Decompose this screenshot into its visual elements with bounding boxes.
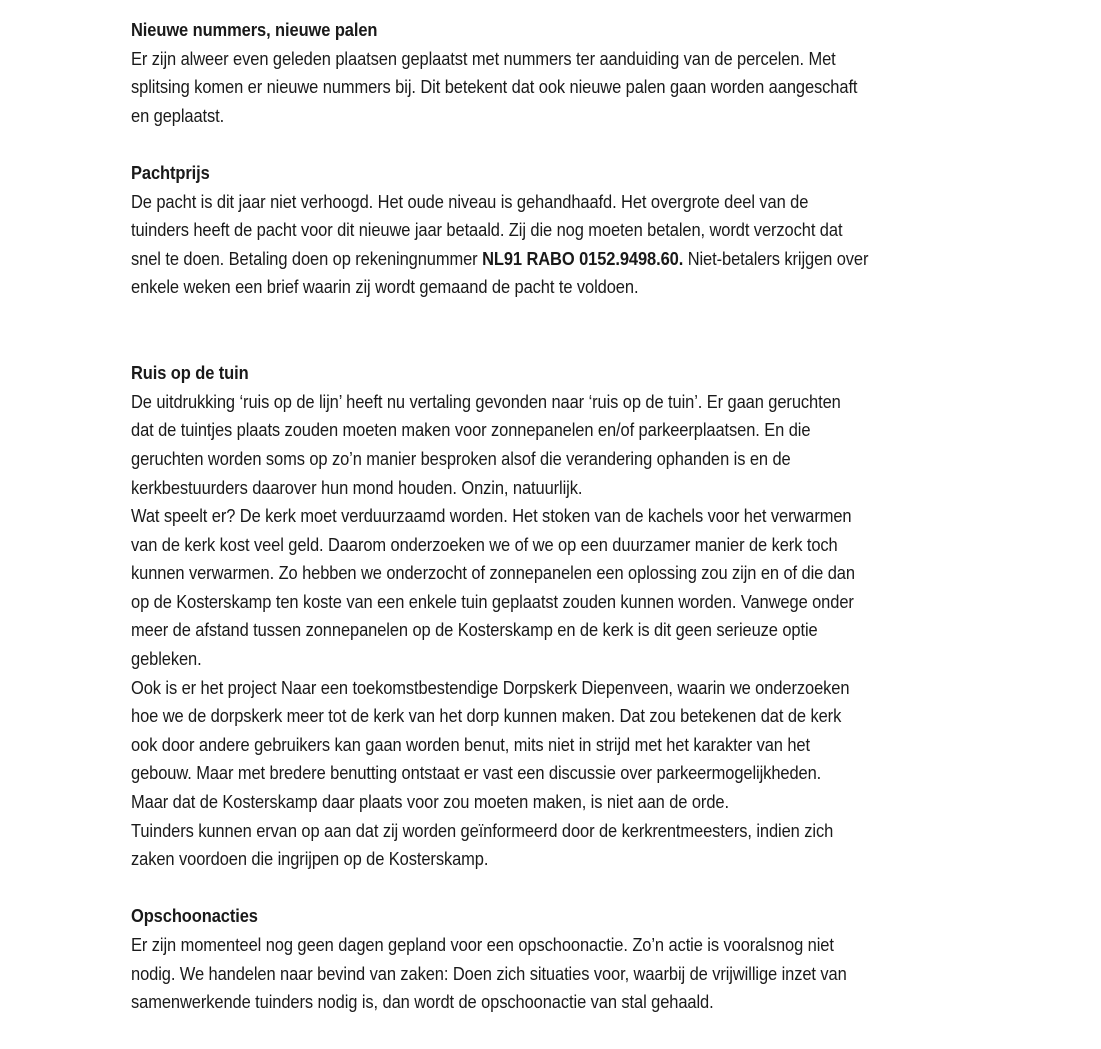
spacer — [131, 874, 1031, 903]
paragraph-line: Maar dat de Kosterskamp daar plaats voor zou moeten maken, is niet aan de orde. — [131, 791, 729, 813]
paragraph-line: kerkbestuurders daarover hun mond houden. Onzin, natuurlijk. — [131, 476, 583, 498]
spacer — [131, 302, 1031, 359]
account-line-after: Niet-betalers krijgen over — [683, 247, 869, 269]
paragraph-line: Tuinders kunnen ervan op aan dat zij worden geïnformeerd door de kerkrentmeesters, indien zich — [131, 819, 834, 841]
document-page — [131, 16, 1031, 1017]
paragraph-line: Ook is er het project Naar een toekomstbestendige Dorpskerk Diepenveen, waarin we onderzoeken — [131, 676, 850, 698]
section-pachtprijs — [131, 159, 1031, 302]
section-nieuwe-nummers — [131, 16, 1031, 130]
paragraph-line: geruchten worden soms op zo’n manier besproken alsof die verandering ophanden is en de — [131, 447, 791, 469]
paragraph-line: nodig. We handelen naar bevind van zaken: Doen zich situaties voor, waarbij de vrijwillige inzet van — [131, 962, 847, 984]
paragraph-line: splitsing komen er nieuwe nummers bij. Dit betekent dat ook nieuwe palen gaan worden aangeschaft — [131, 76, 858, 98]
section-heading: Nieuwe nummers, nieuwe palen — [131, 19, 378, 40]
paragraph-line: op de Kosterskamp ten koste van een enkele tuin geplaatst zouden kunnen worden. Vanwege onder — [131, 590, 854, 612]
paragraph-line: enkele weken een brief waarin zij wordt gemaand de pacht te voldoen. — [131, 276, 639, 298]
paragraph-line: hoe we de dorpskerk meer tot de kerk van het dorp kunnen maken. Dat zou betekenen dat de kerk — [131, 705, 842, 727]
section-opschoonacties — [131, 902, 1031, 1016]
paragraph-line: Er zijn momenteel nog geen dagen gepland voor een opschoonactie. Zo’n actie is vooralsnog niet — [131, 934, 834, 955]
section-heading: Ruis op de tuin — [131, 362, 249, 384]
paragraph-line: van de kerk kost veel geld. Daarom onderzoeken we of we op een duurzamer manier de kerk toch — [131, 533, 838, 555]
paragraph-line: samenwerkende tuinders nodig is, dan wordt de opschoonactie van stal gehaald. — [131, 991, 714, 1013]
section-heading: Pachtprijs — [131, 161, 210, 183]
paragraph-line: en geplaatst. — [131, 104, 225, 126]
paragraph-line: kunnen verwarmen. Zo hebben we onderzocht of zonnepanelen een oplossing zou zijn en of die dan — [131, 562, 855, 584]
paragraph-line-account — [131, 245, 932, 274]
paragraph-line: Er zijn alweer even geleden plaatsen geplaatst met nummers ter aanduiding van de percelen. Met — [131, 47, 836, 69]
paragraph-line: zaken voordoen die ingrijpen op de Kosterskamp. — [131, 848, 489, 870]
section-heading: Opschoonacties — [131, 905, 258, 927]
paragraph-line: gebouw. Maar met bredere benutting ontstaat er vast een discussie over parkeermogelijkheden. — [131, 762, 822, 784]
paragraph-line: De pacht is dit jaar niet verhoogd. Het oude niveau is gehandhaafd. Het overgrote deel van de — [131, 190, 809, 212]
paragraph-line: tuinders heeft de pacht voor dit nieuwe jaar betaald. Zij die nog moeten betalen, wordt verzocht dat — [131, 219, 843, 241]
account-line-before: snel te doen. Betaling doen op rekeningnummer — [131, 247, 483, 269]
paragraph-line: meer de afstand tussen zonnepanelen op de Kosterskamp en de kerk is dit geen serieuze optie — [131, 619, 818, 641]
paragraph-line: Wat speelt er? De kerk moet verduurzaamd worden. Het stoken van de kachels voor het verwarmen — [131, 505, 852, 527]
account-number: NL91 RABO 0152.9498.60. — [482, 247, 684, 269]
paragraph-line: dat de tuintjes plaats zouden moeten maken voor zonnepanelen en/of parkeerplaatsen. En die — [131, 419, 811, 441]
section-ruis-op-de-tuin — [131, 359, 1031, 874]
paragraph-line: De uitdrukking ‘ruis op de lijn’ heeft nu vertaling gevonden naar ‘ruis op de tuin’. Er gaan geruchten — [131, 390, 841, 412]
paragraph-line: gebleken. — [131, 648, 202, 670]
paragraph-line: ook door andere gebruikers kan gaan worden benut, mits niet in strijd met het karakter van het — [131, 733, 810, 755]
spacer — [131, 130, 1031, 159]
